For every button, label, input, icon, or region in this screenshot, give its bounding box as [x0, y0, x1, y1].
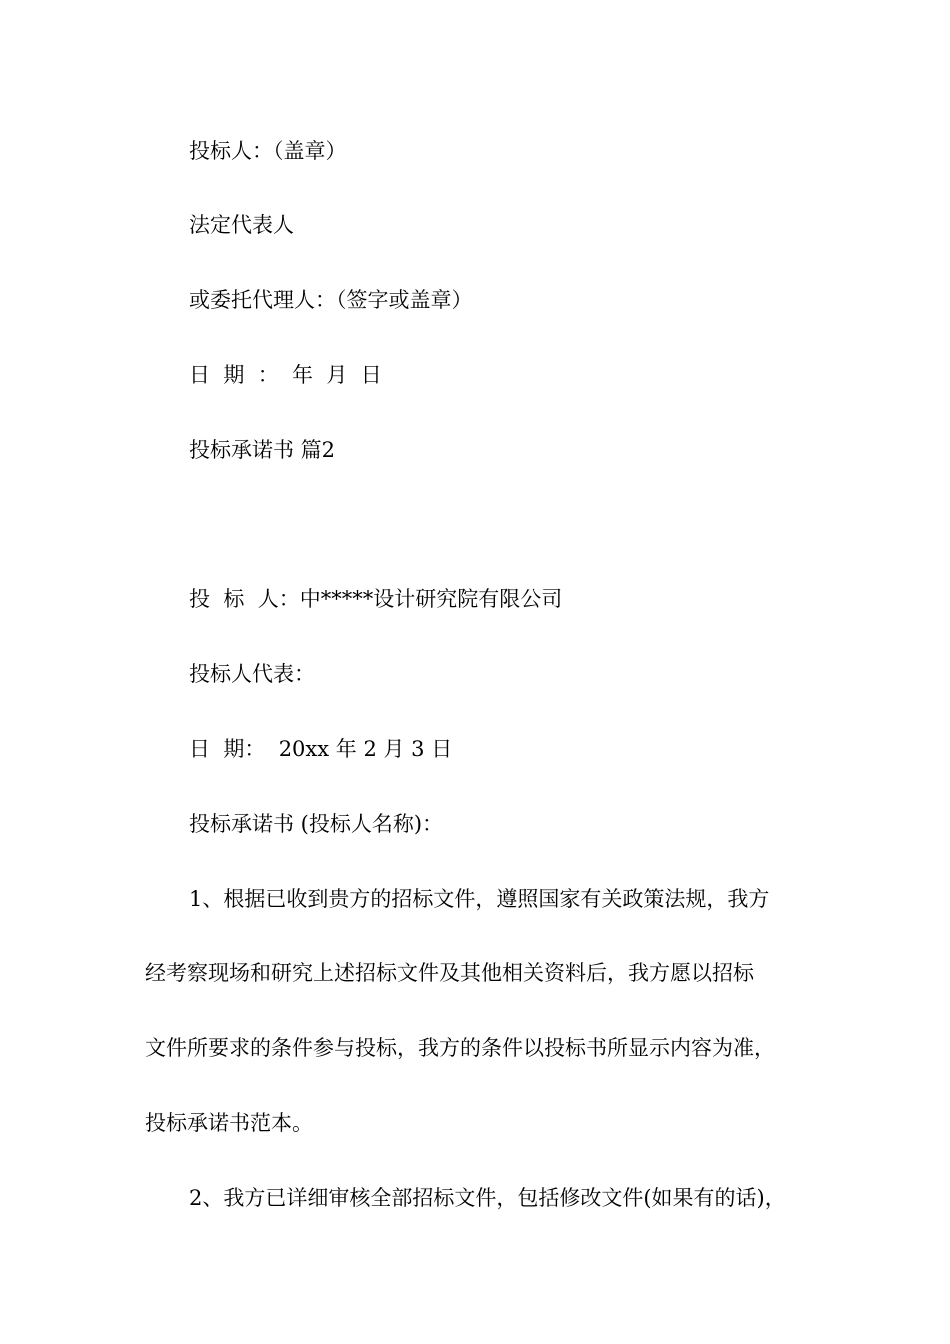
paragraph-1-line-4: 投标承诺书范本。	[145, 1111, 313, 1135]
legal-representative-line: 法定代表人	[189, 213, 294, 237]
section-heading-2: 投标承诺书 篇2	[189, 438, 336, 462]
paragraph-1-line-1: 1、根据已收到贵方的招标文件，遵照国家有关政策法规，我方	[189, 887, 770, 911]
letter-salutation: 投标承诺书 (投标人名称)：	[189, 812, 444, 836]
date-line-filled: 日 期： 20xx 年 2 月 3 日	[189, 737, 453, 761]
bidder-seal-line: 投标人：（盖章）	[189, 139, 347, 163]
bidder-representative-line: 投标人代表：	[189, 662, 315, 686]
paragraph-2-line-1: 2、我方已详细审核全部招标文件，包括修改文件(如果有的话)，	[189, 1186, 786, 1210]
date-line-blank: 日 期 ： 年 月 日	[189, 363, 382, 387]
paragraph-1-line-3: 文件所要求的条件参与投标，我方的条件以投标书所显示内容为准，	[145, 1036, 775, 1060]
paragraph-1-line-2: 经考察现场和研究上述招标文件及其他相关资料后，我方愿以招标	[145, 961, 754, 985]
bidder-name-line: 投 标 人：中*****设计研究院有限公司	[189, 587, 563, 611]
authorized-agent-line: 或委托代理人：（签字或盖章）	[189, 288, 473, 312]
